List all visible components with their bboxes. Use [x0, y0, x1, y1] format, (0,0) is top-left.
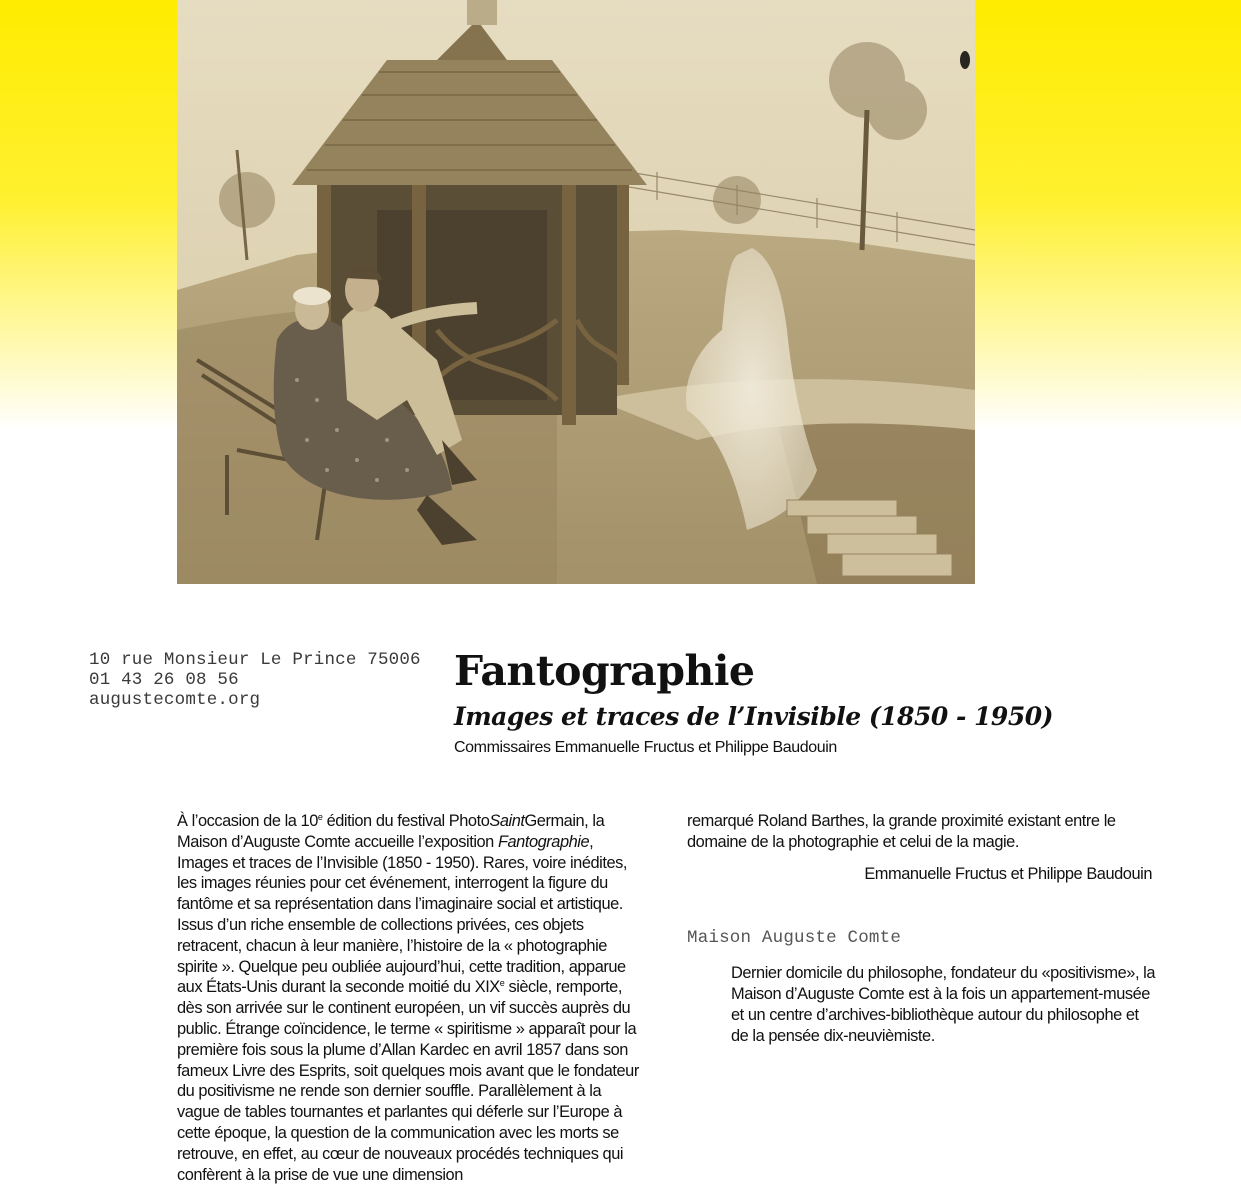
exhibition-title: Fantographie	[454, 647, 755, 695]
festival-name-italic: Saint	[489, 812, 525, 830]
intro-text-part: édition du festival Photo	[322, 812, 490, 830]
intro-paragraph	[177, 811, 647, 1185]
century-superscript: e	[499, 978, 505, 989]
hero-photograph	[177, 0, 975, 584]
intro-text-part: siècle, remporte, dès son arrivée sur le continent européen, un vif succès auprès du public. Étrange coïncidence, le terme « spiritisme » apparaît pour la première fois sous la plume d’Allan Kardec en avril 1857 dans son fameux Livre des Esprits, soit quelques mois avant que le fondateur du positivisme ne rende son dernier souffle. Parallèlement à la vague de tables tournantes et parlantes qui déferle sur l’Europe à cette époque, la question de la communication avec les morts se retrouve, en effet, au cœur de nouveaux procédés techniques qui confèrent à la prise de vue une dimension	[177, 978, 639, 1184]
intro-text-part: À l’occasion de la 10	[177, 812, 318, 830]
maison-description: Dernier domicile du philosophe, fondateur du «positivisme», la Maison d’Auguste Comte est à la fois un appartement-musée et un centre d’archives-bibliothèque autour du philosophe et de la pensée dix-neuvièmiste.	[731, 964, 1156, 1045]
exhibition-name-italic: Fantographie	[497, 832, 590, 851]
intro-text-part: Germain, la Maison d’Auguste Comte accueille l’exposition	[177, 812, 605, 851]
right-text-column	[687, 811, 1157, 1046]
author-signature: Emmanuelle Fructus et Philippe Baudouin	[864, 864, 1152, 883]
address-website: augustecomte.org	[89, 690, 261, 710]
ordinal-superscript: e	[317, 812, 323, 822]
exhibition-header	[454, 646, 1174, 759]
exhibition-curators: Commissaires Emmanuelle Fructus et Philippe Baudouin	[454, 739, 837, 756]
address-block	[89, 650, 439, 710]
exhibition-subtitle: Images et traces de l’Invisible (1850 - 1950)	[454, 702, 1053, 731]
address-street: 10 rue Monsieur Le Prince 75006	[89, 650, 421, 670]
ghost-photograph-illustration	[177, 0, 975, 584]
intro-text-part: , Images et traces de l’Invisible (1850 - 1950). Rares, voire inédites, les images réunies pour cet événement, interrogent la figure du fantôme et sa représentation dans l’imaginaire social et artistique. Issus d’un riche ensemble de collections privées, ces objets retracent, chacun à leur manière, l’histoire de la « photographie spirite ». Quelque peu oubliée aujourd’hui, cette tradition, apparue aux États-Unis durant la seconde moitié du XIX	[177, 832, 627, 997]
address-phone: 01 43 26 08 56	[89, 670, 239, 690]
continuation-paragraph: remarqué Roland Barthes, la grande proximité existant entre le domaine de la photographie et celui de la magie.	[687, 812, 1116, 851]
maison-heading: Maison Auguste Comte	[687, 928, 902, 949]
intro-text-column	[177, 811, 647, 1185]
